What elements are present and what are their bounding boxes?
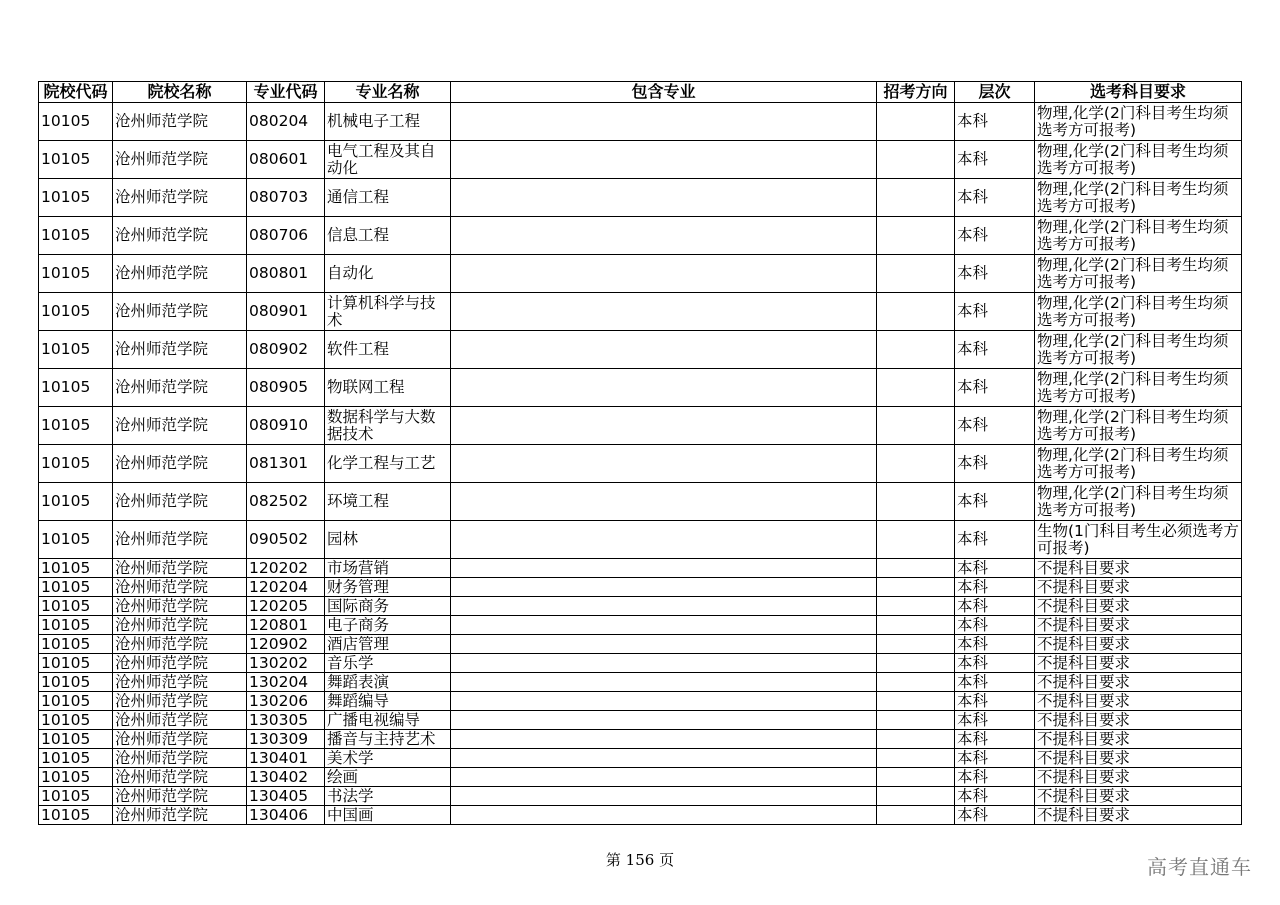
- school-name-cell: 沧州师范学院: [113, 179, 247, 217]
- subject-requirement-cell: 物理,化学(2门科目考生均须选考方可报考): [1035, 331, 1242, 369]
- major-code-cell: 130309: [247, 730, 325, 749]
- direction-cell: [877, 597, 955, 616]
- school-name-cell: 沧州师范学院: [113, 806, 247, 825]
- major-name-cell: 中国画: [325, 806, 451, 825]
- major-code-cell: 082502: [247, 483, 325, 521]
- school-name-cell: 沧州师范学院: [113, 578, 247, 597]
- table-row: [39, 445, 1242, 483]
- school-name-cell: 沧州师范学院: [113, 521, 247, 559]
- subject-requirement-cell: 物理,化学(2门科目考生均须选考方可报考): [1035, 103, 1242, 141]
- included-majors-cell: [451, 521, 877, 559]
- school-code-cell: 10105: [39, 692, 113, 711]
- school-code-cell: 10105: [39, 806, 113, 825]
- included-majors-cell: [451, 407, 877, 445]
- major-name-cell: 音乐学: [325, 654, 451, 673]
- level-cell: 本科: [955, 217, 1035, 255]
- table-row: [39, 673, 1242, 692]
- direction-cell: [877, 331, 955, 369]
- school-code-cell: 10105: [39, 445, 113, 483]
- level-cell: 本科: [955, 445, 1035, 483]
- subject-requirement-cell: 物理,化学(2门科目考生均须选考方可报考): [1035, 141, 1242, 179]
- major-name-cell: 机械电子工程: [325, 103, 451, 141]
- included-majors-cell: [451, 559, 877, 578]
- major-name-cell: 酒店管理: [325, 635, 451, 654]
- direction-cell: [877, 673, 955, 692]
- major-code-cell: 080902: [247, 331, 325, 369]
- direction-cell: [877, 521, 955, 559]
- school-code-cell: 10105: [39, 749, 113, 768]
- level-cell: 本科: [955, 141, 1035, 179]
- subject-requirement-cell: 不提科目要求: [1035, 787, 1242, 806]
- level-cell: 本科: [955, 407, 1035, 445]
- school-code-cell: 10105: [39, 768, 113, 787]
- level-cell: 本科: [955, 711, 1035, 730]
- major-code-cell: 130202: [247, 654, 325, 673]
- direction-cell: [877, 578, 955, 597]
- school-code-cell: 10105: [39, 293, 113, 331]
- school-name-cell: 沧州师范学院: [113, 483, 247, 521]
- level-cell: 本科: [955, 521, 1035, 559]
- included-majors-cell: [451, 749, 877, 768]
- subject-requirement-cell: 物理,化学(2门科目考生均须选考方可报考): [1035, 179, 1242, 217]
- school-code-cell: 10105: [39, 179, 113, 217]
- major-code-cell: 130405: [247, 787, 325, 806]
- school-code-cell: 10105: [39, 635, 113, 654]
- direction-cell: [877, 255, 955, 293]
- school-code-cell: 10105: [39, 141, 113, 179]
- level-cell: 本科: [955, 692, 1035, 711]
- school-code-cell: 10105: [39, 787, 113, 806]
- major-name-cell: 绘画: [325, 768, 451, 787]
- subject-requirement-cell: 不提科目要求: [1035, 673, 1242, 692]
- table-row: [39, 103, 1242, 141]
- school-name-cell: 沧州师范学院: [113, 635, 247, 654]
- major-code-cell: 130401: [247, 749, 325, 768]
- major-code-cell: 090502: [247, 521, 325, 559]
- major-code-cell: 080601: [247, 141, 325, 179]
- watermark: 高考直通车: [1147, 855, 1252, 879]
- level-cell: 本科: [955, 730, 1035, 749]
- subject-requirement-cell: 不提科目要求: [1035, 616, 1242, 635]
- table-row: [39, 787, 1242, 806]
- level-cell: 本科: [955, 616, 1035, 635]
- level-cell: 本科: [955, 806, 1035, 825]
- level-cell: 本科: [955, 787, 1035, 806]
- school-name-cell: 沧州师范学院: [113, 692, 247, 711]
- subject-requirement-cell: 物理,化学(2门科目考生均须选考方可报考): [1035, 483, 1242, 521]
- major-code-cell: 080706: [247, 217, 325, 255]
- direction-cell: [877, 483, 955, 521]
- school-code-cell: 10105: [39, 331, 113, 369]
- included-majors-cell: [451, 787, 877, 806]
- subject-requirement-cell: 物理,化学(2门科目考生均须选考方可报考): [1035, 369, 1242, 407]
- major-name-cell: 财务管理: [325, 578, 451, 597]
- header-row: [39, 82, 1242, 103]
- included-majors-cell: [451, 711, 877, 730]
- subject-requirement-cell: 不提科目要求: [1035, 654, 1242, 673]
- direction-cell: [877, 749, 955, 768]
- school-name-cell: 沧州师范学院: [113, 654, 247, 673]
- school-name-cell: 沧州师范学院: [113, 711, 247, 730]
- school-name-cell: 沧州师范学院: [113, 673, 247, 692]
- included-majors-cell: [451, 141, 877, 179]
- major-code-cell: 130406: [247, 806, 325, 825]
- subject-requirement-cell: 不提科目要求: [1035, 692, 1242, 711]
- direction-cell: [877, 635, 955, 654]
- major-name-cell: 化学工程与工艺: [325, 445, 451, 483]
- subject-requirement-cell: 物理,化学(2门科目考生均须选考方可报考): [1035, 407, 1242, 445]
- school-name-cell: 沧州师范学院: [113, 407, 247, 445]
- level-cell: 本科: [955, 749, 1035, 768]
- major-code-cell: 120801: [247, 616, 325, 635]
- school-name-cell: 沧州师范学院: [113, 293, 247, 331]
- included-majors-cell: [451, 806, 877, 825]
- major-code-cell: 130204: [247, 673, 325, 692]
- major-name-cell: 数据科学与大数据技术: [325, 407, 451, 445]
- major-name-cell: 国际商务: [325, 597, 451, 616]
- major-name-cell: 电子商务: [325, 616, 451, 635]
- major-name-cell: 物联网工程: [325, 369, 451, 407]
- major-code-cell: 120205: [247, 597, 325, 616]
- table-row: [39, 293, 1242, 331]
- header-level: 层次: [955, 82, 1035, 103]
- major-code-cell: 080905: [247, 369, 325, 407]
- included-majors-cell: [451, 293, 877, 331]
- school-name-cell: 沧州师范学院: [113, 445, 247, 483]
- included-majors-cell: [451, 730, 877, 749]
- major-name-cell: 计算机科学与技术: [325, 293, 451, 331]
- direction-cell: [877, 293, 955, 331]
- major-code-cell: 080801: [247, 255, 325, 293]
- major-name-cell: 市场营销: [325, 559, 451, 578]
- school-code-cell: 10105: [39, 217, 113, 255]
- level-cell: 本科: [955, 673, 1035, 692]
- school-code-cell: 10105: [39, 483, 113, 521]
- table-row: [39, 331, 1242, 369]
- table-row: [39, 597, 1242, 616]
- table-row: [39, 217, 1242, 255]
- subject-requirement-cell: 不提科目要求: [1035, 578, 1242, 597]
- header-major-name: 专业名称: [325, 82, 451, 103]
- direction-cell: [877, 616, 955, 635]
- header-subject-requirement: 选考科目要求: [1035, 82, 1242, 103]
- major-code-cell: 080910: [247, 407, 325, 445]
- school-name-cell: 沧州师范学院: [113, 217, 247, 255]
- school-name-cell: 沧州师范学院: [113, 369, 247, 407]
- table-row: [39, 616, 1242, 635]
- major-code-cell: 120902: [247, 635, 325, 654]
- included-majors-cell: [451, 445, 877, 483]
- table-row: [39, 141, 1242, 179]
- major-name-cell: 软件工程: [325, 331, 451, 369]
- included-majors-cell: [451, 768, 877, 787]
- table-row: [39, 730, 1242, 749]
- direction-cell: [877, 768, 955, 787]
- subject-requirement-cell: 物理,化学(2门科目考生均须选考方可报考): [1035, 217, 1242, 255]
- school-code-cell: 10105: [39, 559, 113, 578]
- school-name-cell: 沧州师范学院: [113, 616, 247, 635]
- level-cell: 本科: [955, 483, 1035, 521]
- major-code-cell: 120204: [247, 578, 325, 597]
- header-school-code: 院校代码: [39, 82, 113, 103]
- included-majors-cell: [451, 369, 877, 407]
- school-code-cell: 10105: [39, 103, 113, 141]
- included-majors-cell: [451, 616, 877, 635]
- major-name-cell: 舞蹈表演: [325, 673, 451, 692]
- school-name-cell: 沧州师范学院: [113, 141, 247, 179]
- major-name-cell: 书法学: [325, 787, 451, 806]
- school-code-cell: 10105: [39, 597, 113, 616]
- school-code-cell: 10105: [39, 255, 113, 293]
- included-majors-cell: [451, 483, 877, 521]
- direction-cell: [877, 369, 955, 407]
- included-majors-cell: [451, 654, 877, 673]
- school-name-cell: 沧州师范学院: [113, 749, 247, 768]
- major-name-cell: 电气工程及其自动化: [325, 141, 451, 179]
- header-school-name: 院校名称: [113, 82, 247, 103]
- level-cell: 本科: [955, 255, 1035, 293]
- direction-cell: [877, 711, 955, 730]
- included-majors-cell: [451, 635, 877, 654]
- table-row: [39, 369, 1242, 407]
- table-row: [39, 179, 1242, 217]
- school-name-cell: 沧州师范学院: [113, 730, 247, 749]
- table-row: [39, 255, 1242, 293]
- included-majors-cell: [451, 255, 877, 293]
- level-cell: 本科: [955, 559, 1035, 578]
- school-code-cell: 10105: [39, 616, 113, 635]
- major-name-cell: 广播电视编导: [325, 711, 451, 730]
- included-majors-cell: [451, 217, 877, 255]
- school-code-cell: 10105: [39, 407, 113, 445]
- subject-requirement-cell: 不提科目要求: [1035, 635, 1242, 654]
- major-name-cell: 环境工程: [325, 483, 451, 521]
- table-row: [39, 749, 1242, 768]
- level-cell: 本科: [955, 635, 1035, 654]
- table-row: [39, 407, 1242, 445]
- table-row: [39, 692, 1242, 711]
- table-row: [39, 806, 1242, 825]
- level-cell: 本科: [955, 654, 1035, 673]
- subject-requirement-cell: 不提科目要求: [1035, 768, 1242, 787]
- subject-requirement-cell: 不提科目要求: [1035, 806, 1242, 825]
- table-row: [39, 654, 1242, 673]
- level-cell: 本科: [955, 768, 1035, 787]
- school-name-cell: 沧州师范学院: [113, 787, 247, 806]
- level-cell: 本科: [955, 293, 1035, 331]
- subject-requirement-cell: 不提科目要求: [1035, 730, 1242, 749]
- school-code-cell: 10105: [39, 521, 113, 559]
- major-name-cell: 美术学: [325, 749, 451, 768]
- major-name-cell: 信息工程: [325, 217, 451, 255]
- major-name-cell: 舞蹈编导: [325, 692, 451, 711]
- table-row: [39, 768, 1242, 787]
- school-name-cell: 沧州师范学院: [113, 331, 247, 369]
- major-code-cell: 080703: [247, 179, 325, 217]
- school-name-cell: 沧州师范学院: [113, 255, 247, 293]
- direction-cell: [877, 141, 955, 179]
- direction-cell: [877, 730, 955, 749]
- major-name-cell: 自动化: [325, 255, 451, 293]
- included-majors-cell: [451, 103, 877, 141]
- direction-cell: [877, 787, 955, 806]
- direction-cell: [877, 217, 955, 255]
- direction-cell: [877, 179, 955, 217]
- subject-requirement-cell: 不提科目要求: [1035, 711, 1242, 730]
- school-code-cell: 10105: [39, 673, 113, 692]
- direction-cell: [877, 103, 955, 141]
- table-row: [39, 521, 1242, 559]
- subject-requirement-cell: 不提科目要求: [1035, 559, 1242, 578]
- level-cell: 本科: [955, 331, 1035, 369]
- school-name-cell: 沧州师范学院: [113, 768, 247, 787]
- included-majors-cell: [451, 331, 877, 369]
- subject-requirement-cell: 不提科目要求: [1035, 597, 1242, 616]
- school-name-cell: 沧州师范学院: [113, 103, 247, 141]
- page-number: 第 156 页: [605, 851, 675, 869]
- school-code-cell: 10105: [39, 578, 113, 597]
- included-majors-cell: [451, 578, 877, 597]
- level-cell: 本科: [955, 179, 1035, 217]
- included-majors-cell: [451, 179, 877, 217]
- major-code-cell: 130402: [247, 768, 325, 787]
- direction-cell: [877, 559, 955, 578]
- major-code-cell: 130206: [247, 692, 325, 711]
- subject-requirement-cell: 生物(1门科目考生必须选考方可报考): [1035, 521, 1242, 559]
- major-code-cell: 120202: [247, 559, 325, 578]
- header-included-majors: 包含专业: [451, 82, 877, 103]
- level-cell: 本科: [955, 103, 1035, 141]
- subject-requirement-cell: 物理,化学(2门科目考生均须选考方可报考): [1035, 293, 1242, 331]
- admission-table: [38, 81, 1242, 825]
- subject-requirement-cell: 不提科目要求: [1035, 749, 1242, 768]
- header-direction: 招考方向: [877, 82, 955, 103]
- level-cell: 本科: [955, 597, 1035, 616]
- subject-requirement-cell: 物理,化学(2门科目考生均须选考方可报考): [1035, 445, 1242, 483]
- level-cell: 本科: [955, 369, 1035, 407]
- subject-requirement-cell: 物理,化学(2门科目考生均须选考方可报考): [1035, 255, 1242, 293]
- school-code-cell: 10105: [39, 730, 113, 749]
- direction-cell: [877, 654, 955, 673]
- direction-cell: [877, 407, 955, 445]
- school-code-cell: 10105: [39, 711, 113, 730]
- table-row: [39, 635, 1242, 654]
- table-row: [39, 711, 1242, 730]
- major-code-cell: 080204: [247, 103, 325, 141]
- table-row: [39, 483, 1242, 521]
- major-name-cell: 播音与主持艺术: [325, 730, 451, 749]
- major-code-cell: 081301: [247, 445, 325, 483]
- direction-cell: [877, 806, 955, 825]
- school-name-cell: 沧州师范学院: [113, 559, 247, 578]
- direction-cell: [877, 692, 955, 711]
- header-major-code: 专业代码: [247, 82, 325, 103]
- major-name-cell: 园林: [325, 521, 451, 559]
- school-code-cell: 10105: [39, 654, 113, 673]
- major-code-cell: 080901: [247, 293, 325, 331]
- school-code-cell: 10105: [39, 369, 113, 407]
- included-majors-cell: [451, 673, 877, 692]
- school-name-cell: 沧州师范学院: [113, 597, 247, 616]
- major-name-cell: 通信工程: [325, 179, 451, 217]
- included-majors-cell: [451, 597, 877, 616]
- direction-cell: [877, 445, 955, 483]
- table-row: [39, 559, 1242, 578]
- major-code-cell: 130305: [247, 711, 325, 730]
- table-row: [39, 578, 1242, 597]
- level-cell: 本科: [955, 578, 1035, 597]
- table-body: [39, 103, 1242, 825]
- included-majors-cell: [451, 692, 877, 711]
